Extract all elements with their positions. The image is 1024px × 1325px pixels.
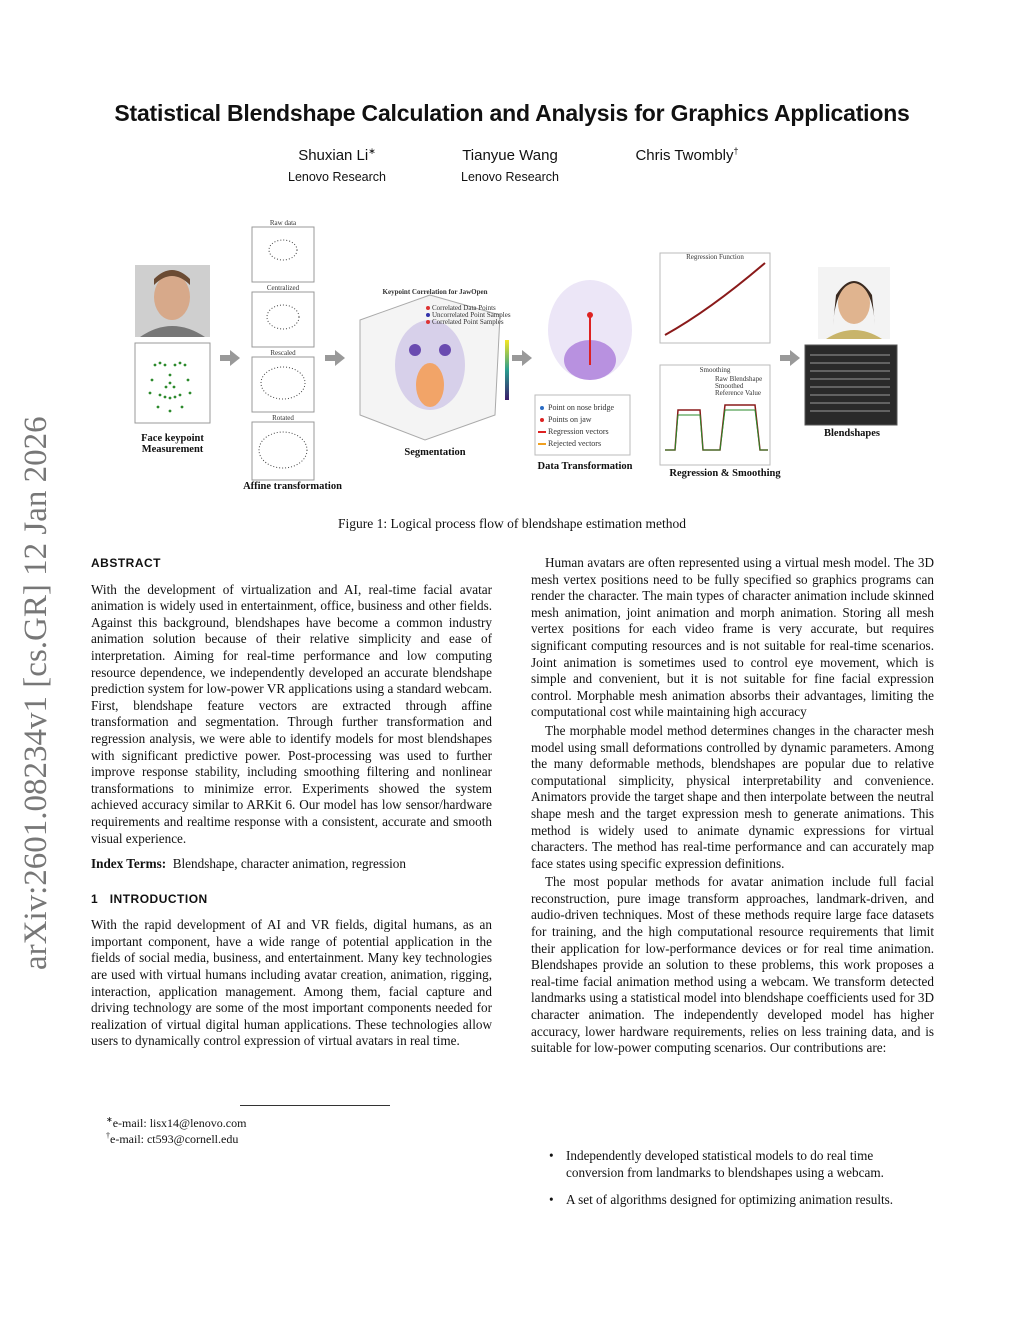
process-flow-diagram [130,215,910,505]
figure-1 [130,215,910,505]
smoothing-legend-1: Raw Blendshape [715,375,763,383]
affine-panel-4-title: Rotated [272,414,294,422]
right-paragraph-1: Human avatars are often represented using a virtual mesh model. The 3D mesh vertex positions need to be fully specified so graphics programs can render the character. The main types of character animation include skinned mesh animation, joint animation and morph animation. Storing all mesh vertex positions for each video frame is very accurate, but requires significant computing resources and is not suitable for real-time scenarios. Joint animation is sometimes used to control eye movement, which is simple and convenient, but it is not suitable for fine facial expression control. Morphable mesh animation absorbs their advantages, limiting the computational cost while maintaining high accuracy [531,555,934,720]
seg-legend-3: Correlated Point Samples [432,318,504,326]
author-1-affiliation: Lenovo Research [288,170,386,184]
blendshapes-panel [805,345,897,425]
affine-panel-2-title: Centralized [266,284,300,292]
footnote-2: †e-mail: ct593@cornell.edu [106,1131,239,1146]
seg-legend-1: Correlated Data Points [432,304,496,312]
data-legend-2: Points on jaw [548,415,592,424]
regression-plot [660,253,770,343]
arxiv-identifier: arXiv:2601.08234v1 [cs.GR] 12 Jan 2026 [18,416,54,970]
author-2-affiliation: Lenovo Research [461,170,559,184]
right-column [531,555,934,1057]
label-blendshapes: Blendshapes [823,428,881,439]
right-paragraph-2: The morphable model method determines changes in the character mesh model using small deformations controlled by dynamic parameters. Among the many deformable methods, blendshapes are popular due to relative computational simplicity, physical interpretability and convenience. Animators provide the target shape and then interpolate between the neutral shape mesh and the target expression mesh to generate animations. This method is widely used to animate dynamic expressions for virtual characters. The method has real-time performance and can accurately map face states using specific expression definitions. [531,722,934,871]
flow-arrow-3 [512,350,532,366]
intro-paragraph: With the rapid development of AI and VR fields, digital humans, as an important component, have a wide range of potential application in the fields of social media, business, and entertainment. Many key technologies are used with virtual humans including avatar creation, animation, rigging, interaction, application management. Among them, facial capture and driving technology are some of the most important components needed for realization of virtual digital human applications. These technologies allow users to dynamically control expression of virtual avatars in real time. [91,917,492,1049]
index-terms-label: Index Terms: [91,856,167,872]
smoothing-legend-2: Smoothed [715,382,744,390]
flow-arrow-1 [220,350,240,366]
label-segmentation: Segmentation [404,447,466,458]
footnote-rule [240,1105,390,1106]
contribution-bullet-2: • A set of algorithms designed for optimizing animation results. [549,1192,894,1207]
author-3: Chris Twombly† [635,146,739,164]
regression-title: Regression Function [686,253,744,261]
segmentation-title: Keypoint Correlation for JawOpen [382,288,488,296]
intro-heading: 1 INTRODUCTION [91,891,208,906]
label-regression: Regression & Smoothing [669,468,781,479]
keypoint-measurement-plot [135,343,210,423]
left-column [91,555,492,1050]
author-1: Shuxian Li∗ [298,146,376,164]
label-affine: Affine transformation [243,481,342,492]
author-2: Tianyue Wang [462,147,558,164]
face-photo-right [818,267,890,339]
right-paragraph-3: The most popular methods for avatar animation include full facial reconstruction, pure image transform approaches, landmark-driven, and audio-driven techniques. Most of these methods require large face datasets for training, and the high computational resource requirements that limit their application for low-performance devices or for real time animation. Blendshapes provide an solution to these problems, this work proposes a real-time facial animation method using a webcam. We transform detected landmarks using a statistical model into blendshape coefficients used for 3D character animation. The independently developed model has higher accuracy, lower hardware requirements, relies on less training data, and is suitable for low-power computing scenarios. Our contributions are: [531,874,934,1056]
flow-arrow-2 [325,350,345,366]
smoothing-title: Smoothing [699,366,731,374]
data-legend-4: Rejected vectors [548,439,602,448]
smoothing-legend-3: Reference Value [715,389,761,397]
data-legend-1: Point on nose bridge [548,403,614,412]
paper-title: Statistical Blendshape Calculation and Analysis for Graphics Applications [114,100,910,126]
footnote-1: ∗e-mail: lisx14@lenovo.com [106,1115,247,1130]
data-legend-3: Regression vectors [548,427,609,436]
affine-panel-1-title: Raw data [269,219,297,227]
seg-legend-2: Uncorrelated Point Samples [432,311,511,319]
contribution-bullet-1: • Independently developed statistical models to do real time conversion from landmarks to blendshapes using a webcam. [549,1148,884,1180]
abstract-heading: ABSTRACT [91,556,161,570]
figure-caption: Figure 1: Logical process flow of blendshape estimation method [338,516,686,531]
index-terms-values: Blendshape, character animation, regression [172,856,406,872]
abstract-text: With the development of virtualization and AI, real-time facial avatar animation is widely used in entertainment, office, business and other fields. Against this background, blendshapes have become a common industry animation solution because of their relative simplicity and ease of interpretation. Aiming for real-time performance and low computing resource dependence, we independently developed an accurate blendshape prediction system for low-power VR applications using a standard webcam. First, blendshape feature vectors are extracted through affine transformation and segmentation. Through further transformation and regression analysis, we were able to identify models for most blendshapes with significant predictive power. Post-processing was used to further improve response stability, including smoothing filtering and nonlinear transformations to minimize error. Experiments showed the system achieved accuracy similar to ARKit 6. Our model has low sensor/hardware requirements and realtime response with a consistent, accurate and smooth visual experience. [91,581,492,846]
index-terms [91,856,492,873]
flow-arrow-4 [780,350,800,366]
label-face-keypoint: Face keypoint Measurement [141,433,204,455]
label-data-transformation: Data Transformation [537,461,633,472]
face-photo-left [135,265,210,337]
affine-panel-3-title: Rescaled [270,349,296,357]
